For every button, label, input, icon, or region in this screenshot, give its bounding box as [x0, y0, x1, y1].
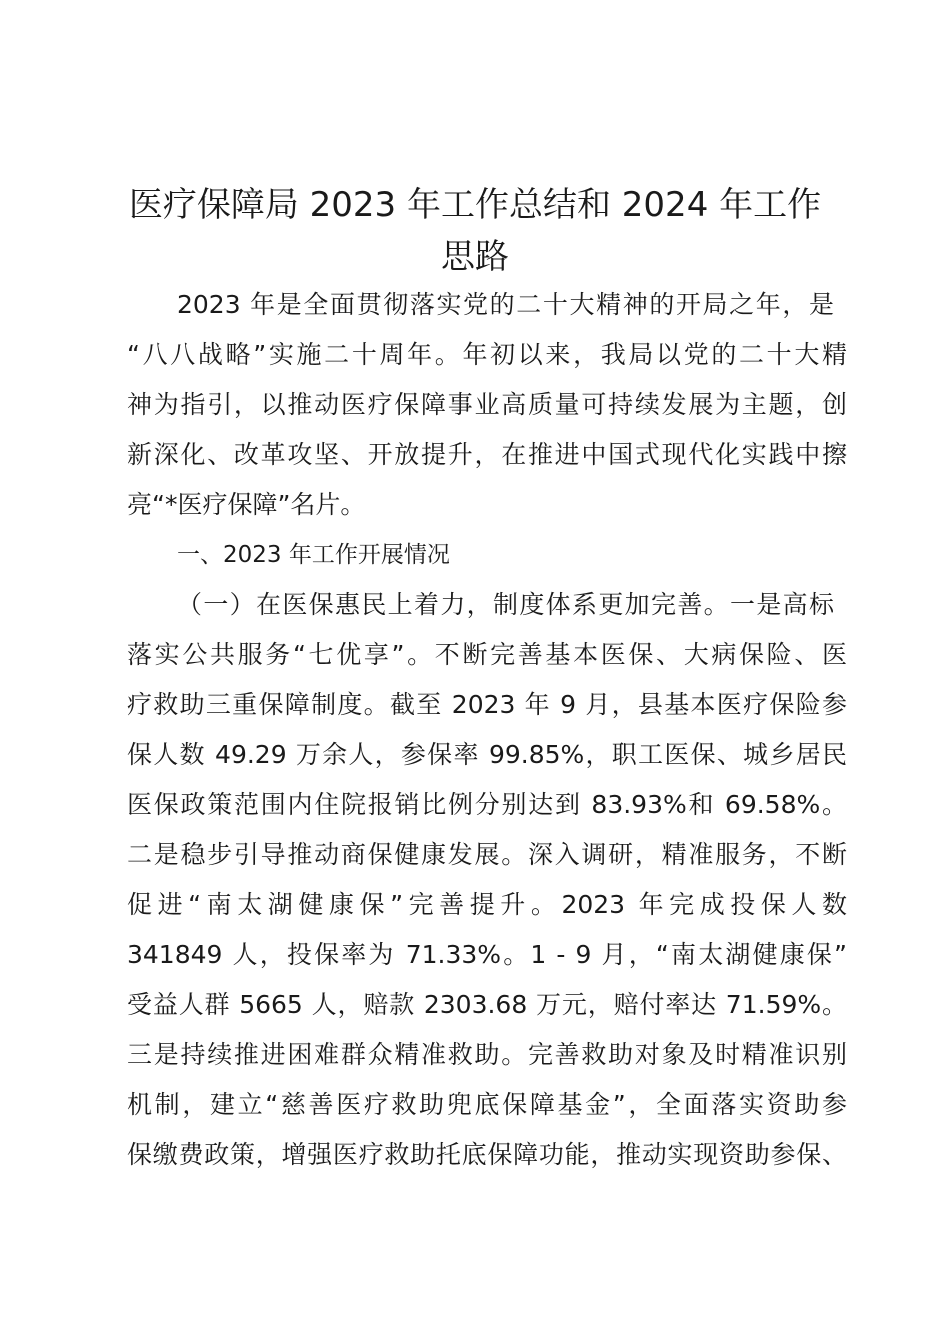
section-line-3: 疗救助三重保障制度。截至 2023 年 9 月，县基本医疗保险参	[127, 690, 847, 719]
section-line-9: 受益人群 5665 人，赔款 2303.68 万元，赔付率达 71.59%。	[127, 990, 847, 1019]
document-title-line-2: 思路	[441, 237, 509, 277]
document-title-line-1: 医疗保障局 2023 年工作总结和 2024 年工作	[128, 185, 822, 225]
section-line-8: 341849 人，投保率为 71.33%。1 - 9 月，“南太湖健康保”	[127, 940, 847, 969]
intro-line-2: “八八战略”实施二十周年。年初以来，我局以党的二十大精	[127, 340, 847, 369]
section-line-6: 二是稳步引导推动商保健康发展。深入调研，精准服务，不断	[127, 840, 847, 869]
intro-line-1: 2023 年是全面贯彻落实党的二十大精神的开局之年，是	[177, 290, 834, 319]
intro-line-5: 亮“*医疗保障”名片。	[127, 490, 366, 519]
section-line-5: 医保政策范围内住院报销比例分别达到 83.93%和 69.58%。	[127, 790, 847, 819]
section-line-2: 落实公共服务“七优享”。不断完善基本医保、大病保险、医	[127, 640, 847, 669]
intro-line-4: 新深化、改革攻坚、开放提升，在推进中国式现代化实践中擦	[127, 440, 847, 469]
section-line-1: （一）在医保惠民上着力，制度体系更加完善。一是高标	[177, 590, 834, 619]
section-heading: 一、2023 年工作开展情况	[177, 542, 450, 568]
section-line-4: 保人数 49.29 万余人，参保率 99.85%，职工医保、城乡居民	[127, 740, 847, 769]
section-line-12: 保缴费政策，增强医疗救助托底保障功能，推动实现资助参保、	[127, 1140, 847, 1169]
section-line-11: 机制，建立“慈善医疗救助兜底保障基金”，全面落实资助参	[127, 1090, 847, 1119]
section-line-7: 促进“南太湖健康保”完善提升。2023 年完成投保人数	[127, 890, 847, 919]
section-line-10: 三是持续推进困难群众精准救助。完善救助对象及时精准识别	[127, 1040, 847, 1069]
intro-line-3: 神为指引，以推动医疗保障事业高质量可持续发展为主题，创	[127, 390, 847, 419]
